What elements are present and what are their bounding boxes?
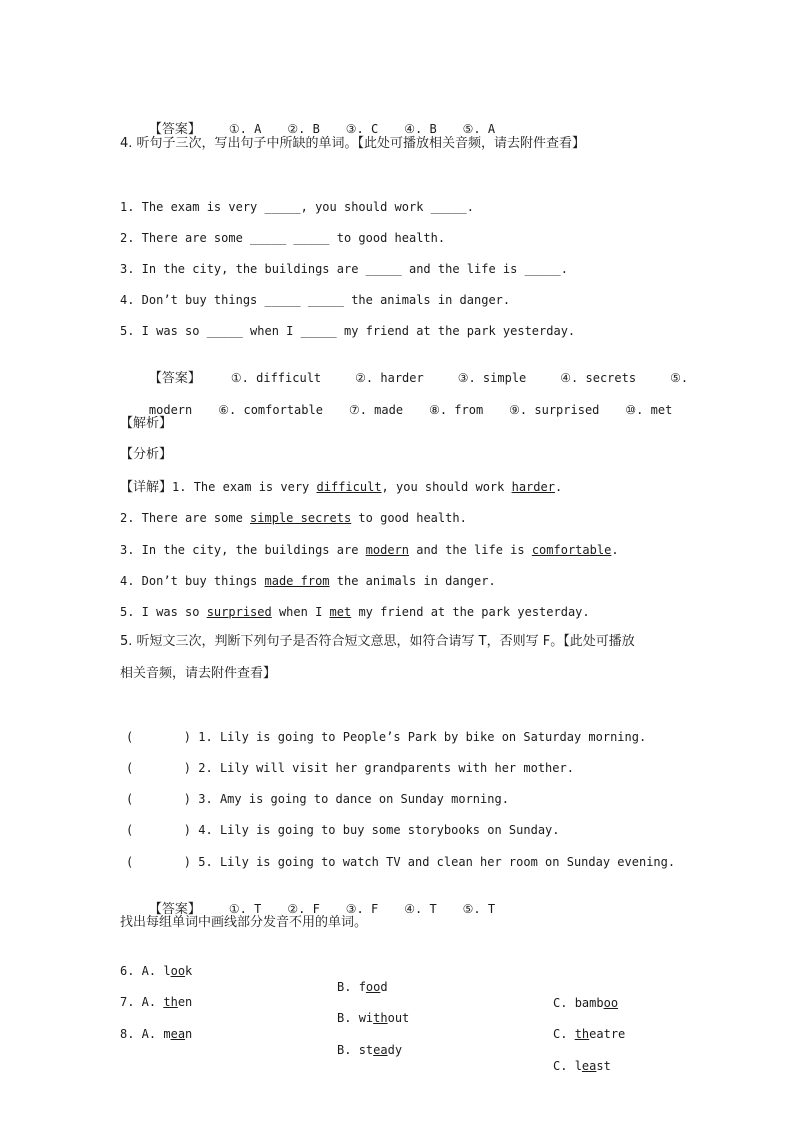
- option-b[interactable]: B. steady: [337, 1043, 403, 1057]
- answer-item: ⑥. comfortable: [218, 403, 323, 417]
- fenxi-tag: 【分析】: [120, 447, 173, 462]
- option-c[interactable]: C. bamboo: [553, 996, 619, 1010]
- answer-item: modern: [148, 403, 193, 417]
- q4-instruction: 4. 听句子三次，写出句子中所缺的单词。【此处可播放相关音频，请去附件查看】: [120, 136, 586, 151]
- answer-item: ②. harder: [355, 371, 424, 385]
- q4-sentence-2: 2. There are some _____ _____ to good health.: [120, 231, 446, 245]
- q5-item-4: ( ) 4. Lily is going to buy some storybooks on Sunday.: [126, 823, 560, 837]
- answer-tag: 【答案】: [148, 371, 201, 386]
- answer-blank[interactable]: ( ): [126, 855, 192, 869]
- q5-item-3: ( ) 3. Amy is going to dance on Sunday morning.: [126, 792, 509, 806]
- answer-item: ③. C: [345, 122, 379, 136]
- underlined-answer: comfortable: [531, 543, 612, 557]
- q4-sentence-5: 5. I was so _____ when I _____ my friend at the park yesterday.: [120, 324, 576, 338]
- q4-answer-line-2: [120, 386, 672, 434]
- q5-item-2: ( ) 2. Lily will visit her grandparents with her mother.: [126, 761, 574, 775]
- answer-item: ④. secrets: [560, 371, 637, 385]
- underlined-answer: simple secrets: [250, 511, 352, 525]
- q5-instruction-line-2: 相关音频，请去附件查看】: [120, 666, 277, 681]
- option-b[interactable]: B. without: [337, 1011, 410, 1025]
- answer-blank[interactable]: ( ): [126, 761, 192, 775]
- q5-instruction-line-1: 5. 听短文三次，判断下列句子是否符合短文意思，如符合请写 T，否则写 F。【此处可播放: [120, 634, 635, 649]
- answer-item: ⑨. surprised: [509, 403, 600, 417]
- q4-sentence-4: 4. Don’t buy things _____ _____ the animals in danger.: [120, 293, 511, 307]
- q4-sentence-3: 3. In the city, the buildings are _____ and the life is _____.: [120, 262, 568, 276]
- answer-tag: 【答案】: [148, 122, 201, 137]
- answer-item: ②. F: [287, 902, 320, 916]
- answer-item: ⑤. T: [462, 902, 496, 916]
- q4-sentence-1: 1. The exam is very _____, you should work _____.: [120, 200, 475, 214]
- option-a[interactable]: 7. A. then: [120, 995, 193, 1009]
- phonics-instruction: 找出每组单词中画线部分发音不用的单词。: [120, 915, 368, 930]
- answer-blank[interactable]: ( ): [126, 730, 192, 744]
- answer-item: ⑦. made: [348, 403, 404, 417]
- detail-line-3: 3. In the city, the buildings are modern and the life is comfortable.: [120, 543, 619, 557]
- answer-item: ①. A: [228, 122, 262, 136]
- answer-item: ④. T: [404, 902, 437, 916]
- underlined-answer: surprised: [206, 605, 272, 619]
- detail-line-1: 【详解】1. The exam is very difficult, you should work harder.: [120, 480, 563, 495]
- answer-item: ②. B: [287, 122, 320, 136]
- underlined-answer: made from: [264, 574, 330, 588]
- answer-blank[interactable]: ( ): [126, 823, 192, 837]
- detail-line-4: 4. Don’t buy things made from the animals in danger.: [120, 574, 496, 588]
- answer-item: ③. simple: [457, 371, 527, 385]
- answer-blank[interactable]: ( ): [126, 792, 192, 806]
- option-b[interactable]: B. food: [337, 980, 388, 994]
- answer-item: ③. F: [345, 902, 379, 916]
- q5-item-5: ( ) 5. Lily is going to watch TV and clean her room on Sunday evening.: [126, 855, 676, 869]
- option-c[interactable]: C. least: [553, 1059, 611, 1073]
- detail-tag: 【详解】: [120, 480, 173, 495]
- answer-item: ⑩. met: [625, 403, 673, 417]
- option-a[interactable]: 6. A. look: [120, 964, 193, 978]
- detail-line-5: 5. I was so surprised when I met my friend at the park yesterday.: [120, 605, 590, 619]
- answer-item: ⑤.: [670, 371, 689, 385]
- option-c[interactable]: C. theatre: [553, 1027, 626, 1041]
- answer-tag: 【答案】: [148, 902, 201, 917]
- answer-item: ⑤. A: [462, 122, 496, 136]
- answer-item: ①. difficult: [230, 371, 322, 385]
- underlined-answer: modern: [365, 543, 409, 557]
- option-a[interactable]: 8. A. mean: [120, 1027, 193, 1041]
- answer-item: ①. T: [228, 902, 262, 916]
- detail-line-2: 2. There are some simple secrets to good health.: [120, 511, 467, 525]
- underlined-answer: difficult: [316, 480, 382, 494]
- q5-item-1: ( ) 1. Lily is going to People’s Park by bike on Saturday morning.: [126, 730, 647, 744]
- answer-item: ⑧. from: [429, 403, 484, 417]
- analysis-tag: 【解析】: [120, 416, 173, 431]
- answer-item: ④. B: [404, 122, 437, 136]
- underlined-answer: harder: [511, 480, 555, 494]
- underlined-answer: met: [329, 605, 352, 619]
